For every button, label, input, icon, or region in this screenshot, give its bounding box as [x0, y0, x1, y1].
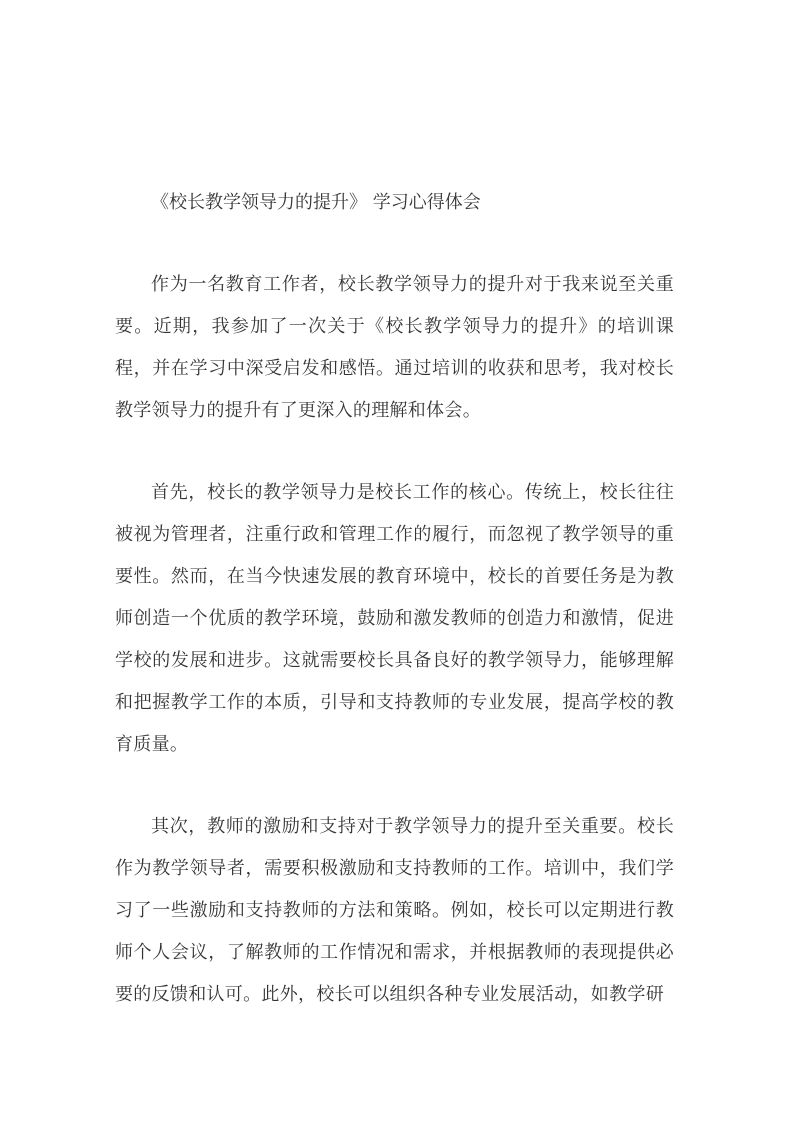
paragraph-first-point: 首先，校长的教学领导力是校长工作的核心。传统上，校长往往被视为管理者，注重行政和管理工作的履行，而忽视了教学领导的重要性。然而，在当今快速发展的教育环境中，校长的首要任务是为教师创造一个优质的教学环境，鼓励和激发教师的创造力和激情，促进学校的发展和进步。这就需要校长具备良好的教学领导力，能够理解和把握教学工作的本质，引导和支持教师的专业发展，提高学校的教育质量。 [115, 482, 674, 755]
paragraph-second-point: 其次，教师的激励和支持对于教学领导力的提升至关重要。校长作为教学领导者，需要积极激励和支持教师的工作。培训中，我们学习了一些激励和支持教师的方法和策略。例如，校长可以定期进行教师个人会议，了解教师的工作情况和需求，并根据教师的表现提供必要的反馈和认可。此外，校长可以组织各种专业发展活动，如教学研 [115, 816, 674, 1005]
paragraph-intro: 作为一名教育工作者，校长教学领导力的提升对于我来说至关重要。近期，我参加了一次关于《校长教学领导力的提升》的培训课程，并在学习中深受启发和感悟。通过培训的收获和思考，我对校长教学领导力的提升有了更深入的理解和体会。 [115, 274, 674, 421]
document-title: 《校长教学领导力的提升》 学习心得体会 [151, 192, 481, 213]
